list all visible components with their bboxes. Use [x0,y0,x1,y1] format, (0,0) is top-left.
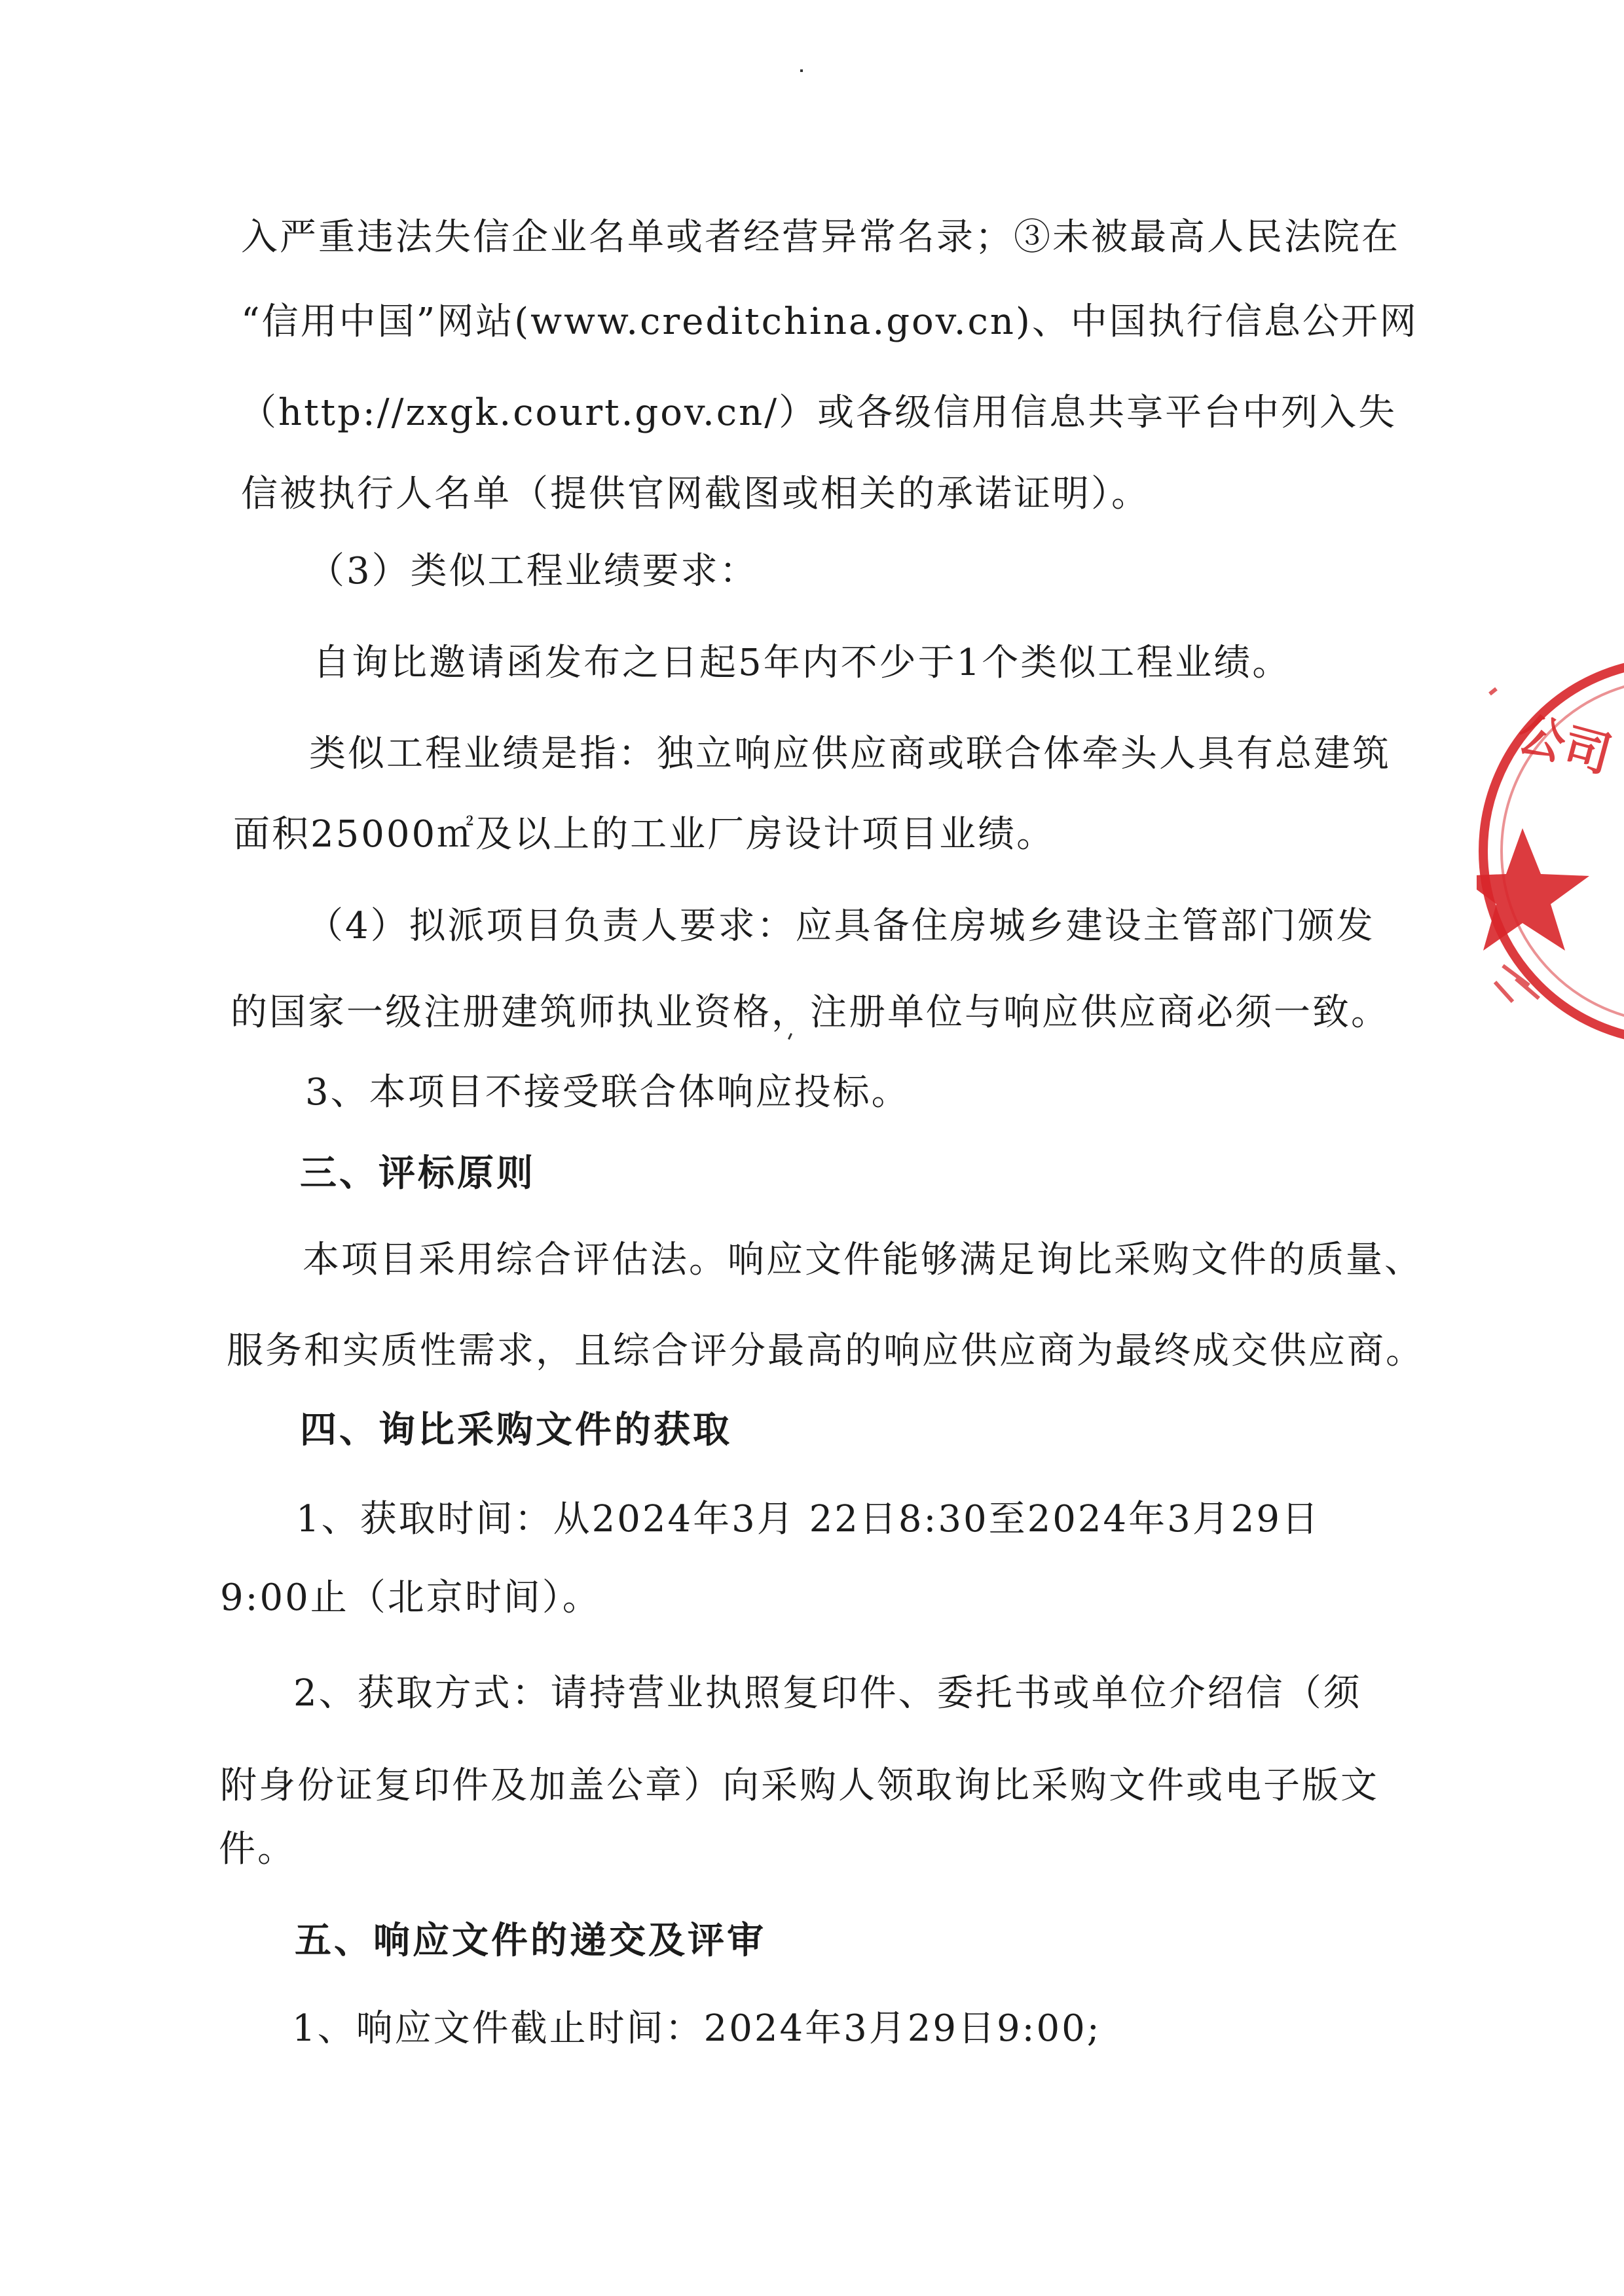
seal-text: 公司 [1511,705,1617,784]
subsection-line: （4）拟派项目负责人要求：应具备住房城乡建设主管部门颁发 [306,905,1375,947]
body-line: 附身份证复印件及加盖公章）向采购人领取询比采购文件或电子版文 [220,1764,1379,1807]
section-heading: 四、询比采购文件的获取 [300,1409,732,1451]
body-line: 类似工程业绩是指：独立响应供应商或联合体牵头人具有总建筑 [309,733,1391,775]
body-line: 信被执行人名单（提供官网截图或相关的承诺证明）。 [241,473,1150,515]
body-line: 2、获取方式：请持营业执照复印件、委托书或单位介绍信（须 [293,1672,1362,1715]
body-line: 面积25000㎡及以上的工业厂房设计项目业绩。 [233,813,1056,856]
company-seal-stamp [1477,655,1624,1048]
body-line: 自询比邀请函发布之日起5年内不少于1个类似工程业绩。 [313,642,1291,684]
body-line: 9:00止（北京时间）。 [220,1576,601,1619]
subsection-line: （3）类似工程业绩要求： [308,550,758,592]
body-line: （http://zxgk.court.gov.cn/）或各级信用信息共享平台中列入失 [240,392,1397,434]
body-line: 件。 [219,1828,296,1870]
body-line: “信用中国”网站(www.creditchina.gov.cn)、中国执行信息公开网 [241,301,1418,343]
body-line: 本项目采用综合评估法。响应文件能够满足询比采购文件的质量、 [303,1239,1423,1281]
body-line: 的国家一级注册建筑师执业资格，注册单位与响应供应商必须一致。 [231,991,1390,1034]
body-line: 入严重违法失信企业名单或者经营异常名录；③未被最高人民法院在 [241,216,1400,259]
body-line: 1、获取时间：从2024年3月 22日8:30至2024年3月29日 [296,1498,1320,1540]
section-heading: 三、评标原则 [300,1152,536,1195]
body-line: 服务和实质性需求，且综合评分最高的响应供应商为最终成交供应商。 [227,1330,1424,1372]
scan-mark [800,69,803,72]
body-line: 3、本项目不接受联合体响应投标。 [305,1071,910,1114]
section-heading: 五、响应文件的递交及评审 [295,1920,766,1962]
body-line: 1、响应文件截止时间：2024年3月29日9:00; [292,2007,1101,2050]
